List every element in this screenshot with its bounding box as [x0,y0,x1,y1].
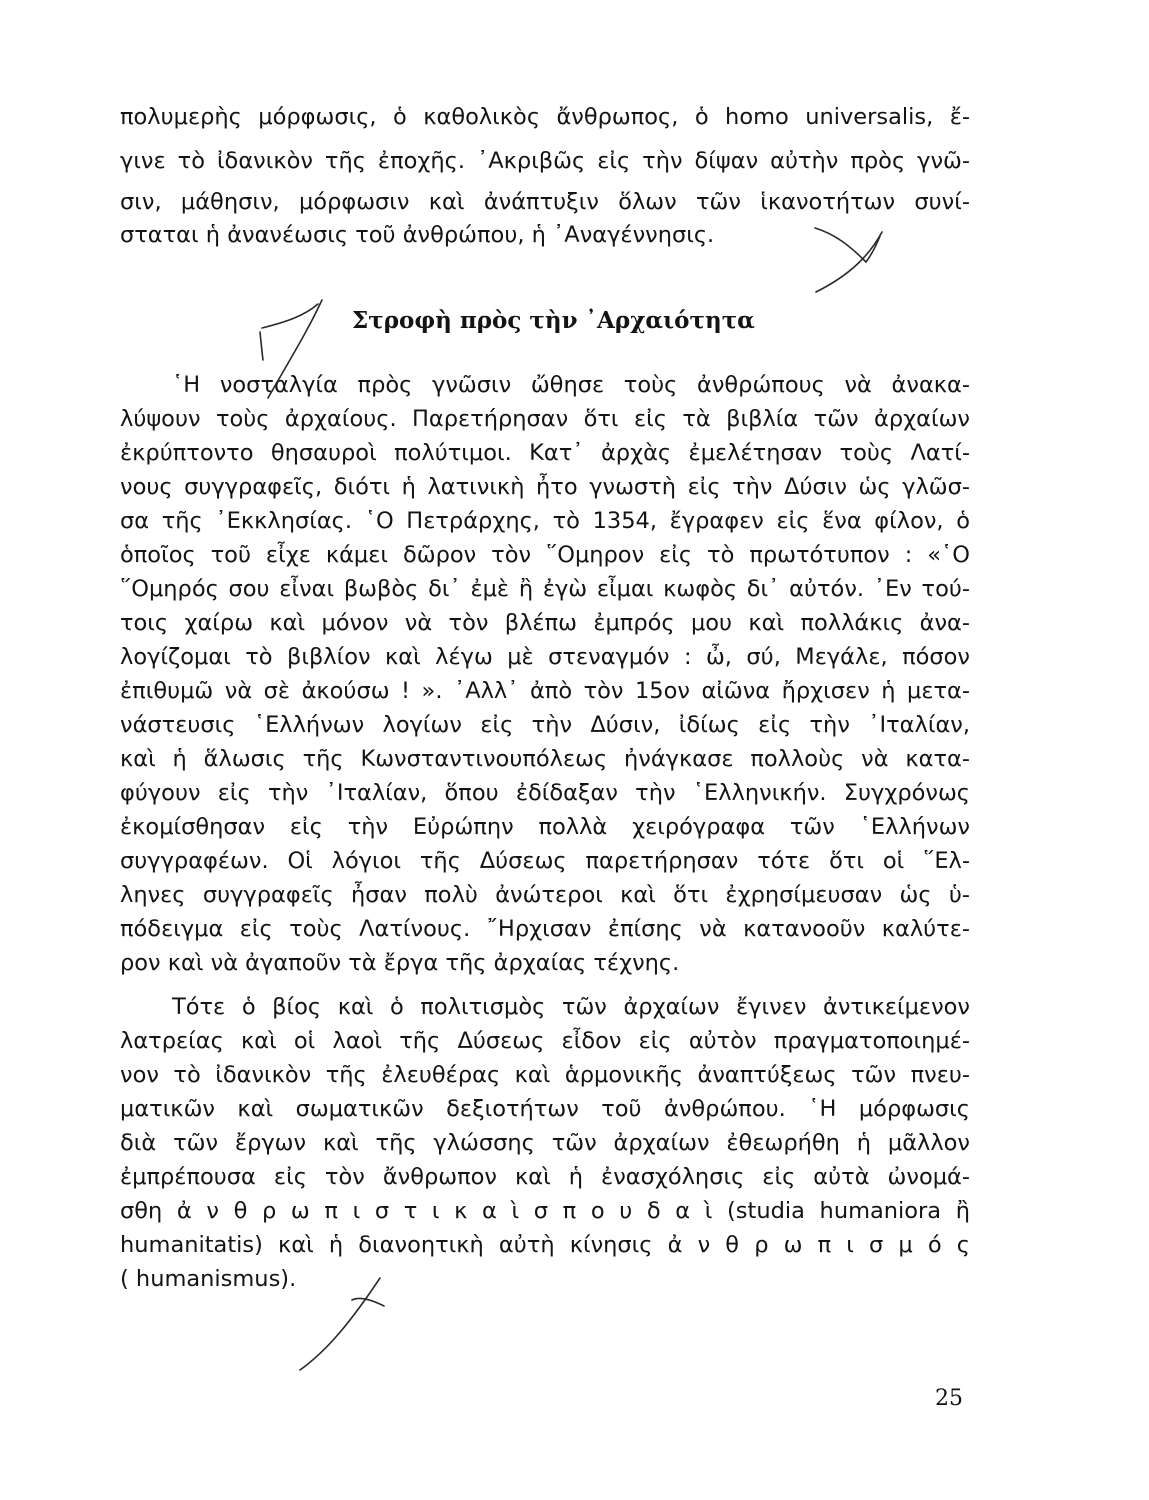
text-line: ῾Η νοσταλγία πρὸς γνῶσιν ὤθησε τοὺς ἀνθρώπους νὰ ἀνακα- [172,372,970,398]
text-line: διὰ τῶν ἔργων καὶ τῆς γλώσσης τῶν ἀρχαίων ἐθεωρήθη ἡ μᾶλλον [120,1130,970,1156]
text-line: ρον καὶ νὰ ἀγαποῦν τὰ ἔργα τῆς ἀρχαίας τέχνης. [120,950,680,976]
text-line: νον τὸ ἰδανικὸν τῆς ἐλευθέρας καὶ ἁρμονικῆς ἀναπτύξεως τῶν πνευ- [120,1062,970,1088]
text-line: ὁποῖος τοῦ εἶχε κάμει δῶρον τὸν ῞Ομηρον εἰς τὸ πρωτότυπον : «῾Ο [120,542,970,568]
text-line: ( humanismus). [120,1266,297,1292]
pencil-mark [260,332,263,360]
text-line: ἐμπρέπουσα εἰς τὸν ἄνθρωπον καὶ ἡ ἐνασχόλησις εἰς αὐτὰ ὠνομά- [120,1164,970,1190]
text-line: σα τῆς ᾿Εκκλησίας. ῾Ο Πετράρχης, τὸ 1354, ἔγραφεν εἰς ἕνα φίλον, ὁ [120,508,970,534]
text-line: ματικῶν καὶ σωματικῶν δεξιοτήτων τοῦ ἀνθρώπου. ῾Η μόρφωσις [120,1096,970,1122]
text-line: humanitatis) καὶ ἡ διανοητικὴ αὐτὴ κίνησις ἀ ν θ ρ ω π ι σ μ ό ς [120,1232,970,1258]
page-number: 25 [935,1386,963,1411]
text-line: νάστευσις ῾Ελλήνων λογίων εἰς τὴν Δύσιν, ἰδίως εἰς τὴν ᾿Ιταλίαν, [120,712,970,738]
text-line: ληνες συγγραφεῖς ἦσαν πολὺ ἀνώτεροι καὶ ὅτι ἐχρησίμευσαν ὡς ὑ- [120,882,970,908]
pencil-mark [300,1278,380,1370]
text-line: συγγραφέων. Οἱ λόγιοι τῆς Δύσεως παρετήρησαν τότε ὅτι οἱ ῞Ελ- [120,848,970,874]
text-line: λατρείας καὶ οἱ λαοὶ τῆς Δύσεως εἶδον εἰς αὐτὸν πραγματοποιημέ- [120,1028,970,1054]
pencil-mark [815,228,880,262]
text-line: Τότε ὁ βίος καὶ ὁ πολιτισμὸς τῶν ἀρχαίων ἔγινεν ἀντικείμενον [172,994,970,1020]
section-heading: Στροφὴ πρὸς τὴν ᾿Αρχαιότητα [352,307,755,334]
text-line: ἐκομίσθησαν εἰς τὴν Εὐρώπην πολλὰ χειρόγραφα τῶν ῾Ελλήνων [120,814,970,840]
text-line: ῞Ομηρός σου εἶναι βωβὸς δι᾿ ἐμὲ ἢ ἐγὼ εἶμαι κωφὸς δι᾿ αὐτόν. ᾿Εν τού- [120,576,970,602]
text-line: πολυμερὴς μόρφωσις, ὁ καθολικὸς ἄνθρωπος, ὁ homo universalis, ἔ- [120,104,970,130]
text-line: ἐκρύπτοντο θησαυροὶ πολύτιμοι. Κατ᾿ ἀρχὰς ἐμελέτησαν τοὺς Λατί- [120,440,970,466]
text-line: φύγουν εἰς τὴν ᾿Ιταλίαν, ὅπου ἐδίδαξαν τὴν ῾Ελληνικήν. Συγχρόνως [120,780,970,806]
text-line: νους συγγραφεῖς, διότι ἡ λατινικὴ ἦτο γνωστὴ εἰς τὴν Δύσιν ὡς γλῶσ- [120,474,970,500]
text-line: σταται ἡ ἀνανέωσις τοῦ ἀνθρώπου, ἡ ᾿Αναγέννησις. [120,222,715,248]
pencil-mark [268,300,322,398]
text-line: πόδειγμα εἰς τοὺς Λατίνους. ῎Ηρχισαν ἐπίσης νὰ κατανοοῦν καλύτε- [120,916,970,942]
text-line: γινε τὸ ἰδανικὸν τῆς ἐποχῆς. ᾿Ακριβῶς εἰς τὴν δίψαν αὐτὴν πρὸς γνῶ- [120,148,970,174]
text-line: σθη ἀ ν θ ρ ω π ι σ τ ι κ α ὶ σ π ο υ δ α ὶ (studia humaniora ἢ [120,1198,970,1224]
text-line: λογίζομαι τὸ βιβλίον καὶ λέγω μὲ στεναγμόν : ὦ, σύ, Μεγάλε, πόσον [120,644,970,670]
pencil-mark [352,1298,384,1306]
text-line: καὶ ἡ ἅλωσις τῆς Κωνσταντινουπόλεως ἠνάγκασε πολλοὺς νὰ κατα- [120,746,970,772]
pencil-mark [816,232,882,292]
text-line: λύψουν τοὺς ἀρχαίους. Παρετήρησαν ὅτι εἰς τὰ βιβλία τῶν ἀρχαίων [120,406,970,432]
text-line: σιν, μάθησιν, μόρφωσιν καὶ ἀνάπτυξιν ὅλων τῶν ἱκανοτήτων συνί- [120,189,970,215]
text-line: ἐπιθυμῶ νὰ σὲ ἀκούσω ! ». ᾿Αλλ᾿ ἀπὸ τὸν 15ον αἰῶνα ἤρχισεν ἡ μετα- [120,678,970,704]
text-line: τοις χαίρω καὶ μόνον νὰ τὸν βλέπω ἐμπρός μου καὶ πολλάκις ἀνα- [120,610,970,636]
